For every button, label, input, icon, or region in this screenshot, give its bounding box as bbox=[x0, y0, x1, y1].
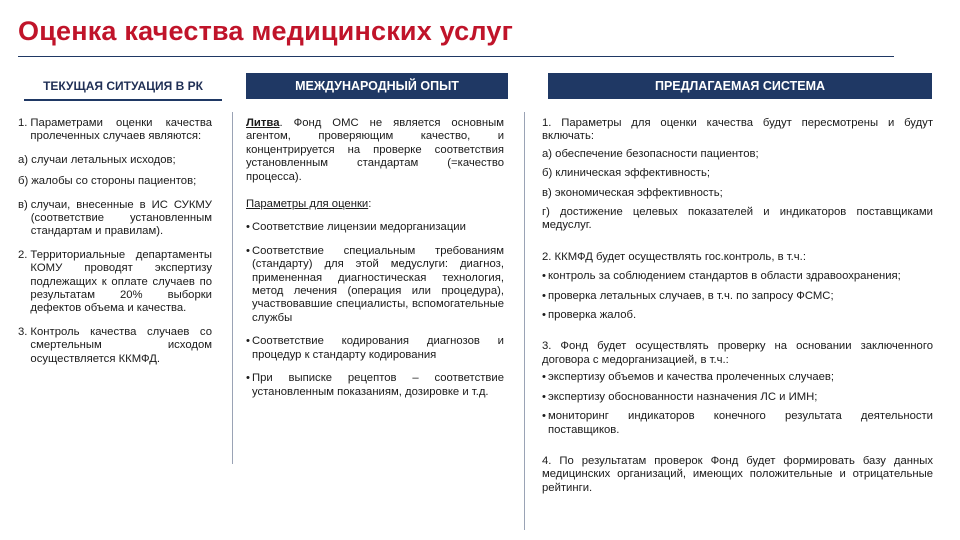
list-item: б) клиническая эффективность; bbox=[542, 167, 710, 180]
bullet-icon: • bbox=[542, 371, 546, 384]
list-item: 2. Территориальные департаменты КОМУ проводят экспертизу подлежащих к оплате случаев по результатам 20% выборки дефектов объема и качества. bbox=[18, 248, 212, 315]
bullet-icon: • bbox=[542, 289, 546, 302]
country-label: Литва bbox=[246, 117, 280, 129]
proposed-system-column bbox=[542, 117, 933, 495]
list-item: • экспертизу объемов и качества пролеченных случаев; bbox=[542, 371, 835, 384]
column-divider-right bbox=[524, 112, 525, 530]
proposal-item-3: 3. Фонд будет осуществлять проверку на основании заключенного договора с медорганизацией, в т.ч.: bbox=[542, 340, 933, 366]
bullet-icon: • bbox=[542, 309, 546, 322]
bullet-icon: • bbox=[246, 335, 250, 348]
proposal-item-2: 2. ККМФД будет осуществлять гос.контроль, в т.ч.: bbox=[542, 250, 806, 263]
header-current-situation: ТЕКУЩАЯ СИТУАЦИЯ В РК bbox=[43, 79, 203, 93]
bullet-icon: • bbox=[246, 221, 250, 234]
params-heading: Параметры для оценки: bbox=[246, 198, 372, 211]
bullet-icon: • bbox=[246, 244, 250, 257]
list-item: • Соответствие лицензии медорганизации bbox=[246, 221, 466, 234]
list-item: • контроль за соблюдением стандартов в области здравоохранения; bbox=[542, 270, 901, 283]
proposal-item-1: 1. Параметры для оценки качества будут пересмотрены и будут включать: bbox=[542, 117, 933, 143]
list-item: а) обеспечение безопасности пациентов; bbox=[542, 147, 759, 160]
bullet-icon: • bbox=[542, 390, 546, 403]
title-divider bbox=[18, 56, 894, 57]
list-item: а) случаи летальных исходов; bbox=[18, 153, 176, 166]
header-international-experience: МЕЖДУНАРОДНЫЙ ОПЫТ bbox=[246, 73, 508, 99]
column-divider-left bbox=[232, 112, 233, 464]
list-item: • мониторинг индикаторов конечного результата деятельности поставщиков. bbox=[542, 410, 933, 436]
list-item: в) случаи, внесенные в ИС СУКМУ (соответствие установленным стандартам и правилам). bbox=[18, 198, 212, 238]
list-item: • Соответствие специальным требованиям (стандарту) для этой медуслуги: диагноз, примененная диагностическая технология, метод лечения (операция или процедура), участвовавшие специалисты, вспомогательные службы bbox=[246, 244, 504, 324]
header-proposed-system: ПРЕДЛАГАЕМАЯ СИСТЕМА bbox=[548, 73, 932, 99]
list-item: • проверка жалоб. bbox=[542, 309, 637, 322]
bullet-icon: • bbox=[246, 372, 250, 385]
proposal-item-4: 4. По результатам проверок Фонд будет формировать базу данных медицинских организаций, имеющих положительные и отрицательные рейтинги. bbox=[542, 454, 933, 494]
list-item: • экспертизу обоснованности назначения ЛС и ИМН; bbox=[542, 390, 818, 403]
list-item: 1. Параметрами оценки качества пролеченных случаев являются: bbox=[18, 117, 212, 143]
bullet-icon: • bbox=[542, 270, 546, 283]
list-item: • При выписке рецептов – соответствие установленным показаниям, дозировке и т.д. bbox=[246, 372, 504, 398]
list-item: б) жалобы со стороны пациентов; bbox=[18, 175, 197, 188]
list-item: 3. Контроль качества случаев со смертельным исходом осуществляется ККМФД. bbox=[18, 325, 212, 365]
list-item: • проверка летальных случаев, в т.ч. по запросу ФСМС; bbox=[542, 289, 834, 302]
list-item: г) достижение целевых показателей и индикаторов поставщиками медуслуг. bbox=[542, 206, 933, 232]
international-experience-column bbox=[246, 117, 504, 399]
header-current-situation-underline bbox=[24, 99, 222, 101]
list-item: в) экономическая эффективность; bbox=[542, 186, 723, 199]
slide-title: Оценка качества медицинских услуг bbox=[18, 16, 514, 46]
list-item: • Соответствие кодирования диагнозов и процедур к стандарту кодирования bbox=[246, 335, 504, 361]
current-situation-column bbox=[18, 117, 212, 366]
bullet-icon: • bbox=[542, 410, 546, 423]
lithuania-intro: Литва. Фонд ОМС не является основным агентом, проверяющим качество, и концентрируется на проверке соответствия установленным стандартам (=качество процесса). bbox=[246, 117, 504, 183]
